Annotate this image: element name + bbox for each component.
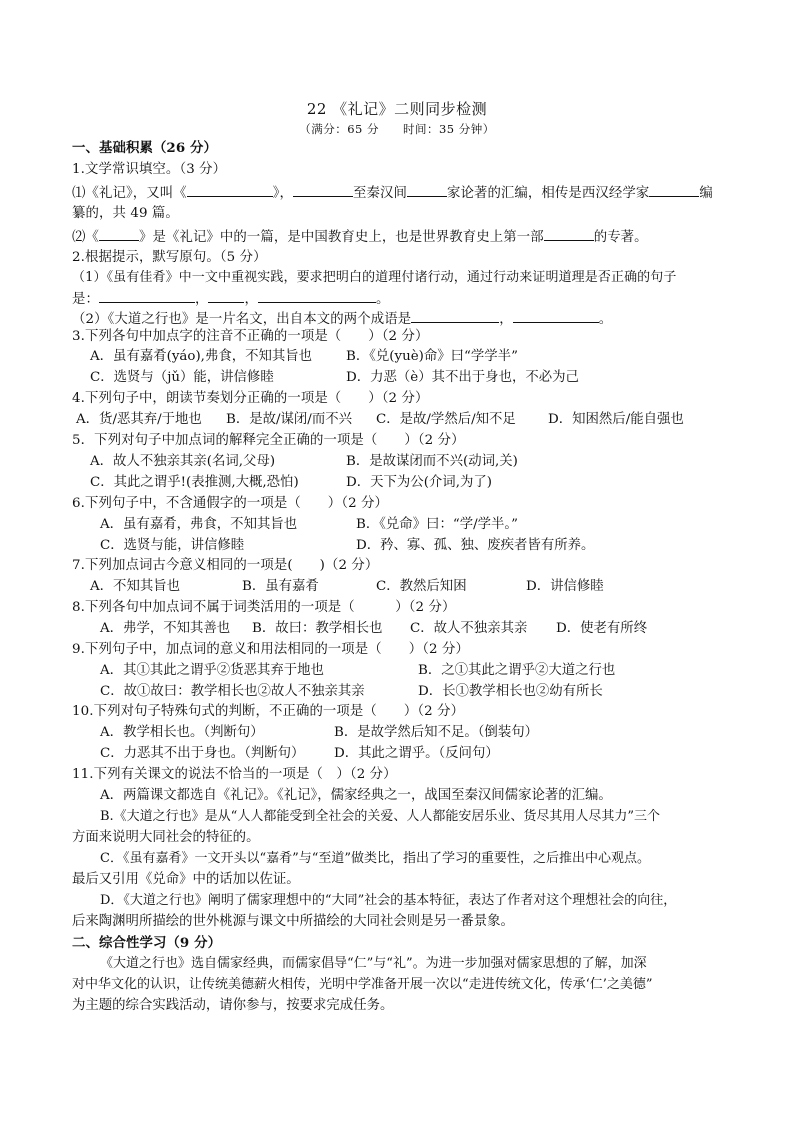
question-1-part-1: ⑴《礼记》，又叫《 》， 至秦汉间 家论著的汇编，相传是西汉经学家 编 bbox=[72, 182, 732, 204]
answer-blank[interactable] bbox=[187, 182, 273, 197]
question-6-option-a[interactable]: A．虽有嘉肴，弗食，不知其旨也 bbox=[100, 517, 298, 532]
question-11-option-a[interactable]: A．两篇课文都选自《礼记》。《礼记》，儒家经典之一，战国至秦汉间儒家论著的汇编。 bbox=[100, 788, 612, 803]
question-8-option-c[interactable]: C．故人不独亲其亲 bbox=[410, 621, 528, 636]
question-3-stem: 3.下列各句中加点字的注音不正确的一项是（ ）（2 分） bbox=[72, 329, 429, 344]
answer-blank[interactable] bbox=[513, 308, 599, 323]
question-9-option-c[interactable]: C．故①故曰：教学相长也②故人不独亲其亲 bbox=[100, 684, 365, 699]
question-4-option-d[interactable]: D．知困然后/能自强也 bbox=[548, 412, 684, 427]
question-4-option-c[interactable]: C．是故/学然后/知不足 bbox=[376, 412, 516, 427]
question-9-option-d[interactable]: D．长①教学相长也②幼有所长 bbox=[418, 684, 603, 699]
question-8-option-d[interactable]: D．使老有所终 bbox=[556, 621, 648, 636]
question-7-option-d[interactable]: D．讲信修睦 bbox=[526, 579, 604, 594]
question-4-stem: 4.下列句子中，朗读节奏划分正确的一项是（ ）（2 分） bbox=[72, 391, 429, 406]
answer-blank[interactable] bbox=[649, 182, 699, 197]
question-7-option-b[interactable]: B．虽有嘉肴 bbox=[242, 579, 319, 594]
question-11-option-d[interactable]: D．《大道之行也》阐明了儒家理想中的“大同”社会的基本特征，表达了作者对这个理想社会的向往， bbox=[100, 893, 677, 908]
question-11-option-c-cont: 最后又引用《兑命》中的话加以佐证。 bbox=[72, 872, 300, 887]
question-11-option-b[interactable]: B.《大道之行也》是从“人人都能受到全社会的关爱、人人都能安居乐业、货尽其用人尽其力”三个 bbox=[100, 809, 660, 824]
answer-blank[interactable] bbox=[293, 182, 353, 197]
question-2-part-1-cont: 是： ， ， 。 bbox=[72, 288, 732, 310]
question-5-stem: 5．下列对句子中加点词的解释完全正确的一项是（ ）（2 分） bbox=[72, 433, 465, 448]
question-9-stem: 9.下列句子中，加点词的意义和用法相同的一项是（ ）（2 分） bbox=[72, 642, 469, 657]
page-title: 22 《礼记》二则同步检测 bbox=[306, 100, 488, 118]
part-2-paragraph-line-3: 为主题的综合实践活动，请你参与，按要求完成任务。 bbox=[72, 998, 394, 1013]
question-6-option-c[interactable]: C．选贤与能，讲信修睦 bbox=[100, 538, 245, 553]
question-2-part-2: （2）《大道之行也》是一片名文，出自本文的两个成语是 ， 。 bbox=[72, 308, 732, 330]
answer-blank[interactable] bbox=[99, 288, 195, 303]
question-7-option-a[interactable]: A．不知其旨也 bbox=[90, 579, 181, 594]
question-1-part-1-cont: 纂的，共 49 篇。 bbox=[72, 206, 179, 221]
question-3-option-a[interactable]: A．虽有嘉肴(yáo),弗食，不知其旨也 bbox=[90, 349, 313, 364]
answer-blank[interactable] bbox=[544, 226, 594, 241]
part-2-paragraph-line-1: 《大道之行也》选自儒家经典，而儒家倡导“仁”与“礼”。为进一步加强对儒家思想的了解，加深 bbox=[100, 956, 647, 971]
question-6-stem: 6.下列句子中，不含通假字的一项是（ ）（2 分） bbox=[72, 496, 389, 511]
question-2-part-1: （1）《虽有佳肴》中一文中重视实践，要求把明白的道理付诸行动，通过行动来证明道理是否正确的句子 bbox=[72, 270, 677, 285]
question-4-option-a[interactable]: A．货/恶其弃/于地也 bbox=[76, 412, 202, 427]
question-11-option-b-cont: 方面来说明大同社会的特征的。 bbox=[72, 830, 260, 845]
question-9-option-b[interactable]: B．之①其此之谓乎②大道之行也 bbox=[418, 663, 616, 678]
question-5-option-c[interactable]: C．其此之谓乎!(表推测,大概,恐怕) bbox=[90, 475, 299, 490]
question-8-stem: 8.下列各句中加点词不属于词类活用的一项是（ ）（2 分） bbox=[72, 600, 456, 615]
question-10-option-c[interactable]: C．力恶其不出于身也。（判断句） bbox=[100, 746, 305, 761]
question-5-option-d[interactable]: D．天下为公(介词,为了) bbox=[346, 475, 492, 490]
question-6-option-d[interactable]: D．矜、寡、孤、独、废疾者皆有所养。 bbox=[356, 538, 595, 553]
part-2-paragraph-line-2: 对中华文化的认识，让传统美德薪火相传，光明中学准备开展一次以“走进传统文化，传承‘仁’之美德” bbox=[72, 977, 653, 992]
answer-blank[interactable] bbox=[208, 288, 244, 303]
answer-blank[interactable] bbox=[411, 308, 499, 323]
question-3-option-d[interactable]: D．力恶（è）其不出于身也，不必为己 bbox=[346, 370, 579, 385]
question-11-option-c[interactable]: C．《虽有嘉肴》一文开头以“嘉肴”与“至道”做类比，指出了学习的重要性，之后推出中心观点。 bbox=[100, 851, 651, 866]
question-10-option-d[interactable]: D．其此之谓乎。（反问句） bbox=[334, 746, 499, 761]
question-8-option-b[interactable]: B．故曰：教学相长也 bbox=[252, 621, 383, 636]
answer-blank[interactable] bbox=[258, 288, 376, 303]
question-10-option-a[interactable]: A．教学相长也。（判断句） bbox=[100, 725, 264, 740]
question-5-option-b[interactable]: B．是故谋闭而不兴(动词,关) bbox=[346, 454, 518, 469]
question-4-option-b[interactable]: B．是故/谋闭/而不兴 bbox=[226, 412, 352, 427]
question-6-option-b[interactable]: B．《兑命》曰：“学/学半。” bbox=[356, 517, 518, 532]
question-8-option-a[interactable]: A．弗学，不知其善也 bbox=[100, 621, 231, 636]
question-11-stem: 11.下列有关课文的说法不恰当的一项是（ ）（2 分） bbox=[72, 767, 397, 782]
question-1-stem: 1.文学常识填空。（3 分） bbox=[72, 162, 227, 177]
question-7-stem: 7.下列加点词古今意义相同的一项是( )（2 分） bbox=[72, 558, 379, 573]
answer-blank[interactable] bbox=[99, 226, 139, 241]
section-heading-basics: 一、基础积累（26 分） bbox=[72, 140, 218, 156]
question-11-option-d-cont: 后来陶渊明所描绘的世外桃源与课文中所描绘的大同社会则是另一番景象。 bbox=[72, 914, 514, 929]
question-5-option-a[interactable]: A．故人不独亲其亲(名词,父母) bbox=[90, 454, 276, 469]
section-heading-integrated: 二、综合性学习（9 分） bbox=[72, 935, 222, 951]
page-subtitle: （满分：65 分 时间：35 分钟） bbox=[299, 122, 495, 136]
question-10-option-b[interactable]: B．是故学然后知不足。（倒装句） bbox=[334, 725, 538, 740]
question-2-stem: 2.根据提示，默写原句。（5 分） bbox=[72, 250, 267, 265]
question-10-stem: 10.下列对句子特殊句式的判断，不正确的一项是（ ）（2 分） bbox=[72, 704, 465, 719]
question-7-option-c[interactable]: C．教然后知困 bbox=[376, 579, 467, 594]
question-3-option-c[interactable]: C．选贤与（jǔ）能，讲信修睦 bbox=[90, 370, 274, 385]
question-1-part-2: ⑵《 》是《礼记》中的一篇，是中国教育史上，也是世界教育史上第一部 的专著。 bbox=[72, 226, 732, 248]
question-3-option-b[interactable]: B．《兑(yuè)命》曰“学学半” bbox=[346, 349, 518, 364]
question-9-option-a[interactable]: A．其①其此之谓乎②货恶其弃于地也 bbox=[100, 663, 324, 678]
answer-blank[interactable] bbox=[407, 182, 447, 197]
